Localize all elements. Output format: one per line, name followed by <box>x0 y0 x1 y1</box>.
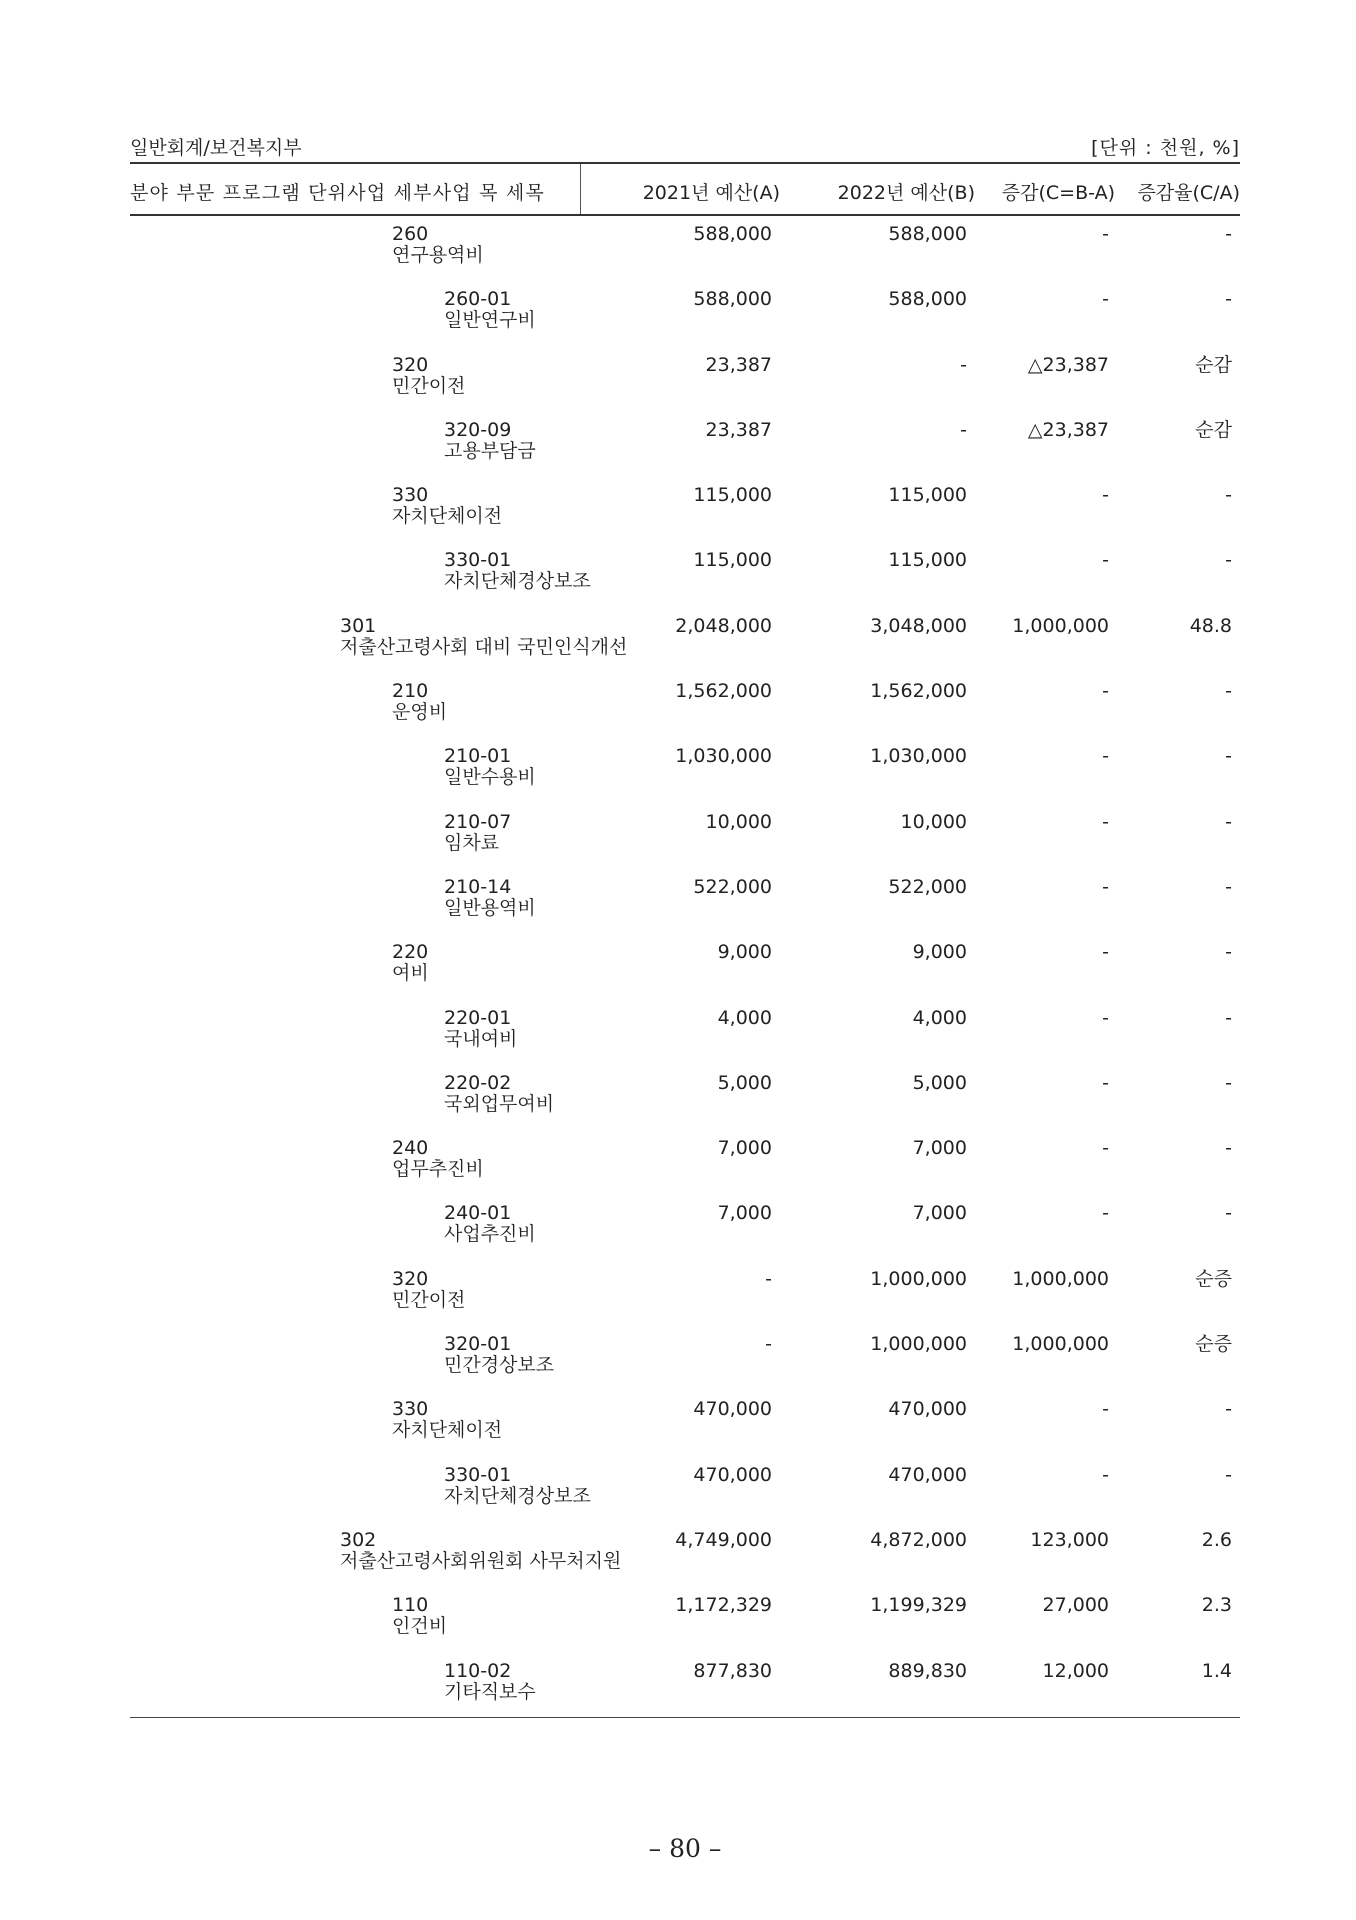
budget-2021-cell: - <box>765 1267 772 1290</box>
budget-2021-cell: 2,048,000 <box>675 614 772 637</box>
change-cell: - <box>1102 745 1109 768</box>
change-cell: - <box>1102 1006 1109 1029</box>
change-cell: - <box>1102 1071 1109 1094</box>
row-label <box>392 681 447 723</box>
row-name: 자치단체경상보조 <box>444 1484 591 1507</box>
change-cell: 1,000,000 <box>1012 1333 1109 1356</box>
budget-2021-cell: 877,830 <box>693 1659 772 1682</box>
header-change: 증감(C=B-A) <box>1001 182 1115 204</box>
table-header <box>130 164 1240 214</box>
header-structure: 분야 부문 프로그램 단위사업 세부사업 목 세목 <box>130 182 545 204</box>
header-budget-2022: 2022년 예산(B) <box>837 182 975 204</box>
budget-2022-cell: 1,000,000 <box>870 1267 967 1290</box>
row-name: 업무추진비 <box>392 1158 484 1181</box>
rate-cell: - <box>1225 745 1232 768</box>
row-label <box>392 485 502 527</box>
row-name: 자치단체경상보조 <box>444 570 591 593</box>
change-cell: - <box>1102 810 1109 833</box>
change-cell: - <box>1102 941 1109 964</box>
budget-2022-cell: 1,000,000 <box>870 1333 967 1356</box>
rate-cell: - <box>1225 1398 1232 1421</box>
rate-cell: 순증 <box>1195 1267 1232 1290</box>
row-label <box>444 1008 517 1050</box>
table-row <box>130 1138 1240 1203</box>
row-code: 110-02 <box>444 1659 512 1682</box>
change-cell: 1,000,000 <box>1012 1267 1109 1290</box>
budget-2022-cell: 588,000 <box>888 288 967 311</box>
budget-2022-cell: 4,000 <box>912 1006 967 1029</box>
budget-2022-cell: 5,000 <box>912 1071 967 1094</box>
budget-2022-cell: 7,000 <box>912 1202 967 1225</box>
change-cell: - <box>1102 875 1109 898</box>
row-code: 240 <box>392 1137 429 1160</box>
row-name: 인건비 <box>392 1615 448 1638</box>
budget-2021-cell: 10,000 <box>705 810 772 833</box>
budget-2022-cell: 10,000 <box>900 810 967 833</box>
row-code: 220 <box>392 941 429 964</box>
budget-2021-cell: 1,030,000 <box>675 745 772 768</box>
header-rule <box>130 214 1240 216</box>
rate-cell: 2.3 <box>1201 1594 1232 1617</box>
budget-2021-cell: 1,562,000 <box>675 680 772 703</box>
unit-label: [단위 : 천원, %] <box>1091 137 1240 159</box>
rate-cell: 48.8 <box>1189 614 1232 637</box>
table-row <box>130 616 1240 681</box>
row-code: 301 <box>340 614 377 637</box>
row-name: 저출산고령사회위원회 사무처지원 <box>340 1549 622 1572</box>
row-code: 210-14 <box>444 875 512 898</box>
change-cell: 12,000 <box>1042 1659 1109 1682</box>
row-name: 연구용역비 <box>392 244 484 266</box>
row-label <box>444 1073 554 1115</box>
row-name: 여비 <box>392 962 429 985</box>
budget-2022-cell: 522,000 <box>888 875 967 898</box>
row-code: 330-01 <box>444 1463 512 1486</box>
change-cell: 27,000 <box>1042 1594 1109 1617</box>
row-label <box>444 812 511 854</box>
row-name: 운영비 <box>392 701 448 724</box>
change-cell: - <box>1102 288 1109 311</box>
row-label <box>444 1203 536 1245</box>
budget-2021-cell: 4,749,000 <box>675 1528 772 1551</box>
change-cell: △23,387 <box>1027 353 1109 376</box>
budget-2022-cell: - <box>960 418 967 441</box>
budget-2022-cell: 1,199,329 <box>870 1594 967 1617</box>
rate-cell: - <box>1225 1071 1232 1094</box>
budget-2022-cell: 588,000 <box>888 223 967 245</box>
rate-cell: - <box>1225 1463 1232 1486</box>
row-label <box>392 1399 502 1441</box>
table-row <box>130 681 1240 746</box>
row-label <box>444 289 536 331</box>
table-row <box>130 289 1240 354</box>
change-cell: △23,387 <box>1027 418 1109 441</box>
row-name: 저출산고령사회 대비 국민인식개선 <box>340 635 628 658</box>
budget-2022-cell: 115,000 <box>888 484 967 507</box>
rate-cell: 순감 <box>1195 353 1232 376</box>
budget-page <box>130 0 1240 1920</box>
table-row <box>130 1334 1240 1399</box>
row-code: 260 <box>392 223 429 245</box>
budget-2021-cell: 470,000 <box>693 1463 772 1486</box>
budget-2021-cell: 5,000 <box>717 1071 772 1094</box>
row-label <box>340 1530 621 1572</box>
row-code: 210 <box>392 680 429 703</box>
rate-cell: - <box>1225 1006 1232 1029</box>
row-name: 기타직보수 <box>444 1680 536 1703</box>
budget-2021-cell: 470,000 <box>693 1398 772 1421</box>
table-row <box>130 1008 1240 1073</box>
row-name: 자치단체이전 <box>392 505 503 528</box>
row-name: 임차료 <box>444 831 500 854</box>
row-name: 사업추진비 <box>444 1223 536 1246</box>
row-label <box>392 355 465 397</box>
table-row <box>130 1465 1240 1530</box>
row-code: 260-01 <box>444 288 512 311</box>
change-cell: - <box>1102 223 1109 245</box>
row-name: 고용부담금 <box>444 439 536 462</box>
budget-2021-cell: 23,387 <box>705 418 772 441</box>
budget-2021-cell: 588,000 <box>693 288 772 311</box>
row-name: 민간이전 <box>392 1288 466 1311</box>
change-cell: 1,000,000 <box>1012 614 1109 637</box>
rate-cell: - <box>1225 941 1232 964</box>
row-code: 320-01 <box>444 1333 512 1356</box>
budget-2021-cell: - <box>765 1333 772 1356</box>
budget-2022-cell: 3,048,000 <box>870 614 967 637</box>
rate-cell: 2.6 <box>1201 1528 1232 1551</box>
rate-cell: 1.4 <box>1201 1659 1232 1682</box>
row-name: 일반연구비 <box>444 309 536 332</box>
table-row <box>130 224 1240 289</box>
row-label <box>444 550 591 592</box>
row-label <box>392 1138 484 1180</box>
budget-2021-cell: 7,000 <box>717 1202 772 1225</box>
rate-cell: - <box>1225 810 1232 833</box>
budget-2022-cell: 115,000 <box>888 549 967 572</box>
table-row <box>130 550 1240 615</box>
row-code: 320-09 <box>444 418 512 441</box>
row-name: 국외업무여비 <box>444 1092 555 1115</box>
row-label <box>444 1661 536 1703</box>
row-code: 330-01 <box>444 549 512 572</box>
table-body <box>130 224 1240 1726</box>
row-name: 국내여비 <box>444 1027 518 1050</box>
change-cell: - <box>1102 484 1109 507</box>
budget-2022-cell: 470,000 <box>888 1463 967 1486</box>
row-label <box>392 1269 465 1311</box>
budget-2021-cell: 115,000 <box>693 549 772 572</box>
row-label <box>444 1465 591 1507</box>
row-code: 210-01 <box>444 745 512 768</box>
row-name: 민간이전 <box>392 374 466 397</box>
row-name: 민간경상보조 <box>444 1354 555 1377</box>
table-row <box>130 1530 1240 1595</box>
row-label <box>392 1595 447 1637</box>
budget-2022-cell: 470,000 <box>888 1398 967 1421</box>
row-code: 220-01 <box>444 1006 512 1029</box>
table-row <box>130 485 1240 550</box>
rate-cell: - <box>1225 223 1232 245</box>
change-cell: - <box>1102 1137 1109 1160</box>
bottom-rule <box>130 1717 1240 1718</box>
change-cell: 123,000 <box>1030 1528 1109 1551</box>
table-row <box>130 1203 1240 1268</box>
row-name: 일반용역비 <box>444 896 536 919</box>
change-cell: - <box>1102 1463 1109 1486</box>
page-number: – 80 – <box>648 1834 722 1863</box>
row-code: 110 <box>392 1594 429 1617</box>
row-label <box>340 616 627 658</box>
row-code: 330 <box>392 1398 429 1421</box>
row-code: 302 <box>340 1528 377 1551</box>
row-code: 320 <box>392 1267 429 1290</box>
rate-cell: - <box>1225 680 1232 703</box>
budget-2022-cell: 1,562,000 <box>870 680 967 703</box>
budget-2021-cell: 1,172,329 <box>675 1594 772 1617</box>
row-label <box>444 746 536 788</box>
header-budget-2021: 2021년 예산(A) <box>642 182 780 204</box>
row-code: 220-02 <box>444 1071 512 1094</box>
row-name: 자치단체이전 <box>392 1419 503 1442</box>
rate-cell: 순감 <box>1195 418 1232 441</box>
budget-2021-cell: 588,000 <box>693 223 772 245</box>
rate-cell: - <box>1225 1137 1232 1160</box>
table-row <box>130 1269 1240 1334</box>
table-row <box>130 942 1240 1007</box>
budget-2021-cell: 9,000 <box>717 941 772 964</box>
change-cell: - <box>1102 680 1109 703</box>
table-row <box>130 1595 1240 1660</box>
rate-cell: - <box>1225 484 1232 507</box>
row-label <box>392 224 484 266</box>
row-code: 320 <box>392 353 429 376</box>
row-label <box>392 942 429 984</box>
budget-2021-cell: 23,387 <box>705 353 772 376</box>
header-divider <box>580 164 581 214</box>
rate-cell: - <box>1225 549 1232 572</box>
budget-2022-cell: 9,000 <box>912 941 967 964</box>
budget-2022-cell: 1,030,000 <box>870 745 967 768</box>
row-code: 240-01 <box>444 1202 512 1225</box>
table-row <box>130 420 1240 485</box>
table-row <box>130 877 1240 942</box>
budget-2022-cell: 7,000 <box>912 1137 967 1160</box>
row-name: 일반수용비 <box>444 766 536 789</box>
row-label <box>444 1334 554 1376</box>
row-label <box>444 877 536 919</box>
budget-2022-cell: 4,872,000 <box>870 1528 967 1551</box>
budget-2021-cell: 522,000 <box>693 875 772 898</box>
budget-2022-cell: 889,830 <box>888 1659 967 1682</box>
row-code: 330 <box>392 484 429 507</box>
row-code: 210-07 <box>444 810 512 833</box>
budget-2022-cell: - <box>960 353 967 376</box>
table-row <box>130 746 1240 811</box>
rate-cell: 순증 <box>1195 1333 1232 1356</box>
change-cell: - <box>1102 549 1109 572</box>
rate-cell: - <box>1225 1202 1232 1225</box>
rate-cell: - <box>1225 875 1232 898</box>
budget-2021-cell: 7,000 <box>717 1137 772 1160</box>
table-row <box>130 812 1240 877</box>
change-cell: - <box>1102 1202 1109 1225</box>
table-row <box>130 1399 1240 1464</box>
header-rate: 증감율(C/A) <box>1137 182 1240 204</box>
table-row <box>130 1073 1240 1138</box>
row-label <box>444 420 536 462</box>
rate-cell: - <box>1225 288 1232 311</box>
budget-2021-cell: 115,000 <box>693 484 772 507</box>
budget-2021-cell: 4,000 <box>717 1006 772 1029</box>
change-cell: - <box>1102 1398 1109 1421</box>
account-title: 일반회계/보건복지부 <box>130 137 302 159</box>
table-row <box>130 355 1240 420</box>
